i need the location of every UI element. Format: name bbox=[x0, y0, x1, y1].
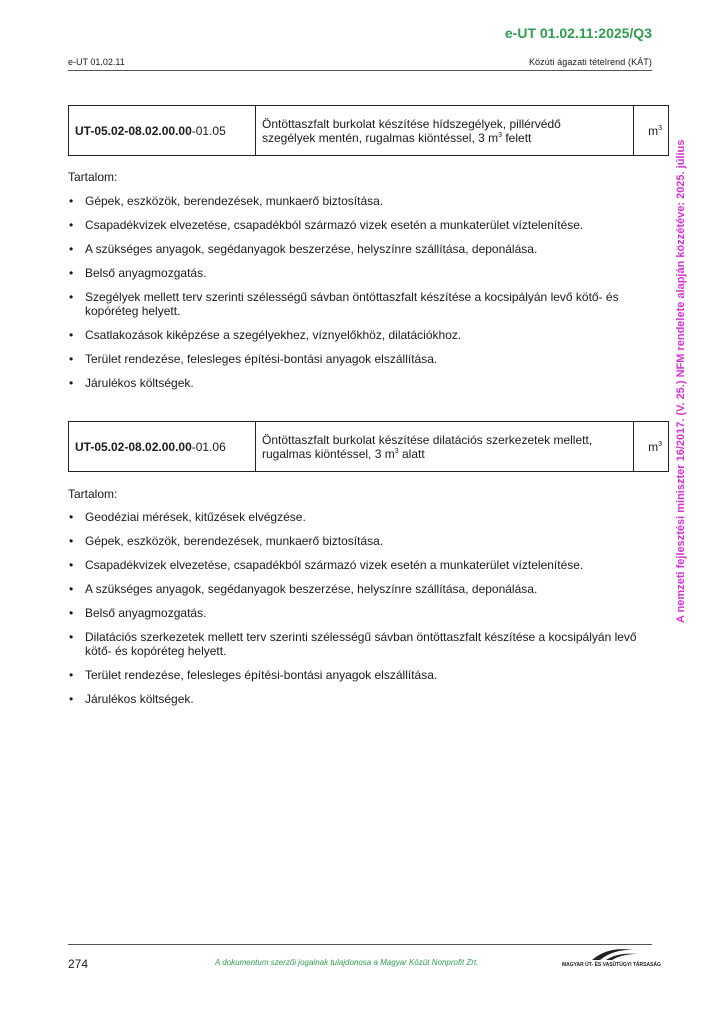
item-code-suffix: -01.05 bbox=[191, 123, 226, 138]
list-item: • Gépek, eszközök, berendezések, munkaerő biztosítása. bbox=[68, 194, 658, 208]
list-item: • Csapadékvizek elvezetése, csapadékból származó vizek esetén a munkaterület víztelenítése. bbox=[68, 218, 658, 232]
content-list-1 bbox=[68, 194, 658, 400]
item-description-line1: Öntöttaszfalt burkolat készítése hídszegélyek, pillérvédő bbox=[262, 116, 561, 131]
page-number: 274 bbox=[68, 957, 89, 971]
company-logo bbox=[562, 944, 661, 970]
list-item: • Járulékos költségek. bbox=[68, 692, 658, 706]
list-item: • Dilatációs szerkezetek mellett terv szerinti szélességű sávban öntöttaszfalt készítése a kocsipályán levő kötő- és kopóréteg helyett. bbox=[68, 630, 658, 658]
item-unit: $m^3$ bbox=[634, 422, 669, 472]
item-code bbox=[69, 422, 256, 472]
list-item: • Belső anyagmozgatás. bbox=[68, 266, 658, 280]
item-code-bold: UT-05.02-08.02.00.00 bbox=[75, 123, 192, 138]
item-description-line2: szegélyek mentén, rugalmas kiöntéssel, 3 $m^3$ felett bbox=[262, 130, 532, 145]
header-left-text: e-UT 01.02.11 bbox=[68, 57, 125, 67]
list-item: • A szükséges anyagok, segédanyagok beszerzése, helyszínre szállítása, deponálása. bbox=[68, 242, 658, 256]
item-description bbox=[256, 106, 634, 156]
item-description-line1: Öntöttaszfalt burkolat készítése dilatációs szerkezetek mellett, bbox=[262, 432, 593, 447]
item-code-bold: UT-05.02-08.02.00.00 bbox=[75, 439, 192, 454]
list-item: • Geodéziai mérések, kitűzések elvégzése. bbox=[68, 510, 658, 524]
item-table-1 bbox=[68, 105, 669, 156]
side-publication-note bbox=[675, 93, 695, 623]
content-label-2: Tartalom: bbox=[68, 487, 118, 501]
list-item: • Járulékos költségek. bbox=[68, 376, 658, 390]
document-code: e-UT 01.02.11:2025/Q3 bbox=[504, 25, 652, 41]
list-item: • A szükséges anyagok, segédanyagok beszerzése, helyszínre szállítása, deponálása. bbox=[68, 582, 658, 596]
road-swoosh-icon bbox=[562, 944, 654, 962]
side-note-text: A nemzeti fejlesztési miniszter 16/2017. (V. 25.) NFM rendelete alapján közzétéve: 2025. július bbox=[675, 139, 687, 623]
content-label-1: Tartalom: bbox=[68, 170, 118, 184]
logo-text: MAGYAR ÚT- ÉS VASÚTÜGYI TÁRSASÁG bbox=[562, 962, 661, 968]
list-item: • Gépek, eszközök, berendezések, munkaerő biztosítása. bbox=[68, 534, 658, 548]
item-code bbox=[69, 106, 256, 156]
list-item: • Csapadékvizek elvezetése, csapadékból származó vizek esetén a munkaterület víztelenítése. bbox=[68, 558, 658, 572]
list-item: • Belső anyagmozgatás. bbox=[68, 606, 658, 620]
list-item: • Terület rendezése, felesleges építési-bontási anyagok elszállítása. bbox=[68, 352, 658, 366]
item-code-suffix: -01.06 bbox=[191, 439, 226, 454]
content-list-2 bbox=[68, 510, 658, 716]
list-item: • Csatlakozások kiképzése a szegélyekhez, víznyelőkhöz, dilatációkhoz. bbox=[68, 328, 658, 342]
list-item: • Szegélyek mellett terv szerinti szélességű sávban öntöttaszfalt készítése a kocsipályán levő kötő- és kopóréteg helyett. bbox=[68, 290, 658, 318]
item-table-2 bbox=[68, 421, 669, 472]
copyright-notice: A dokumentum szerzői jogainak tulajdonosa a Magyar Közút Nonprofit Zrt. bbox=[215, 958, 479, 967]
list-item: • Terület rendezése, felesleges építési-bontási anyagok elszállítása. bbox=[68, 668, 658, 682]
item-unit: $m^3$ bbox=[634, 106, 669, 156]
item-description-line2: rugalmas kiöntéssel, 3 $m^3$ alatt bbox=[262, 446, 425, 461]
header-divider bbox=[68, 70, 652, 71]
item-description bbox=[256, 422, 634, 472]
header-right-text: Közúti ágazati tételrend (KÁT) bbox=[528, 57, 652, 67]
